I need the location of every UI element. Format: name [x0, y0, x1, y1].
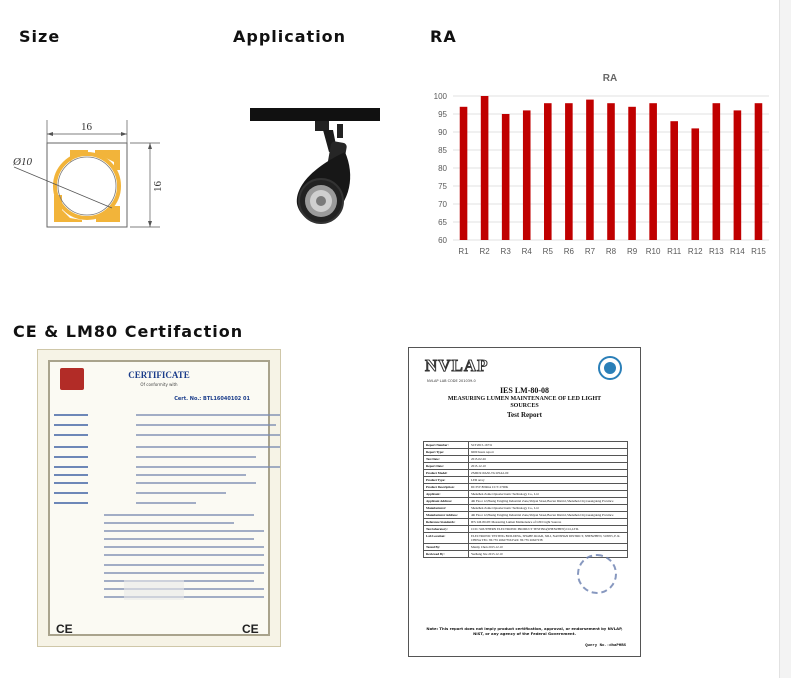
y-tick-label: 90 — [438, 128, 447, 137]
ce-text-line — [136, 482, 256, 484]
ce-label-line — [54, 482, 88, 484]
table-row — [424, 498, 628, 505]
x-tick-label: R11 — [667, 247, 682, 256]
y-tick-label: 100 — [433, 92, 447, 101]
x-tick-label: R10 — [645, 247, 661, 256]
row-key: Report Number: — [424, 442, 469, 449]
table-row — [424, 512, 628, 519]
ce-label-line — [54, 456, 88, 458]
lm80-report-image — [408, 347, 641, 657]
row-value: ZMD1919A30-T6-W0A2-00 — [469, 470, 628, 477]
x-tick-label: R8 — [605, 247, 617, 256]
bar-r13 — [713, 103, 721, 240]
x-tick-label: R13 — [708, 247, 724, 256]
row-key: Reference Standards: — [424, 519, 469, 526]
row-value: CCIC SOUTHERN ELECTRONIC PRODUCT TESTING(SHENZHEN) CO.,LTD. — [469, 526, 628, 533]
x-tick-label: R14 — [730, 247, 745, 256]
heading-size: Size — [19, 27, 61, 46]
table-row — [424, 505, 628, 512]
x-tick-label: R5 — [542, 247, 553, 256]
y-tick-label: 85 — [438, 146, 447, 155]
chart-bars — [460, 96, 763, 240]
bar-r12 — [691, 128, 699, 240]
report-subtitle-2: SOURCES — [510, 403, 539, 409]
bar-r6 — [565, 103, 573, 240]
ce-certificate-image — [37, 349, 281, 647]
x-tick-label: R1 — [458, 247, 469, 256]
bar-r2 — [481, 96, 489, 240]
row-value: Shenzhen Zome Optoelectronic Technology Co., Ltd — [469, 491, 628, 498]
chart-title: RA — [602, 73, 618, 84]
ce-text-line — [104, 514, 254, 516]
x-tick-label: R7 — [584, 247, 596, 256]
y-tick-label: 80 — [438, 164, 447, 173]
ce-certificate-subtitle: Of conformity with — [140, 382, 178, 387]
report-standard: IES LM-80-08 — [499, 386, 550, 395]
row-value: 4th Floor 12,Huang Fengling Industrial Zone,Shiyan Street,Bao'an District,Shenzhen City,Guangdong Province — [469, 498, 628, 505]
nvlap-logo: NVLAP — [425, 356, 489, 375]
row-key: Test laboratory: — [424, 526, 469, 533]
table-row — [424, 519, 628, 526]
row-key: Manufacturer Address: — [424, 512, 469, 519]
row-key: Manufacturer: — [424, 505, 469, 512]
bar-r5 — [544, 103, 552, 240]
y-tick-label: 60 — [438, 236, 447, 245]
x-tick-label: R9 — [626, 247, 638, 256]
heading-ra: RA — [430, 27, 457, 46]
vertical-scrollbar[interactable] — [779, 0, 791, 678]
bar-r9 — [628, 107, 636, 240]
ce-text-line — [136, 492, 226, 494]
row-key: Applicant: — [424, 491, 469, 498]
report-subtitle-1: MEASURING LUMEN MAINTENANCE OF LED LIGHT — [447, 396, 602, 402]
ce-certificate-frame — [48, 360, 270, 636]
ce-text-line — [136, 446, 281, 448]
ce-certificate-stamp — [124, 580, 184, 600]
report-note: Note: This report does not imply product certification, approval, or endorsement by NVLAP, NIST, or any agency of the Federal Government. — [426, 626, 623, 636]
ce-text-line — [136, 502, 196, 504]
row-key: Product Description: — [424, 484, 469, 491]
ce-text-line — [136, 466, 281, 468]
report-query-number: Query No.:dhaPHBS — [585, 644, 626, 648]
ce-label-line — [54, 474, 88, 476]
row-value: DC35V 800mA CCT: 2700K — [469, 484, 628, 491]
table-row — [424, 456, 628, 463]
row-key: Report Date: — [424, 463, 469, 470]
ce-text-line — [136, 434, 281, 436]
row-value: 6000 hours report — [469, 449, 628, 456]
ce-mark-left: CE — [56, 622, 73, 636]
heading-application: Application — [233, 27, 347, 46]
report-table — [423, 441, 628, 558]
width-label: 16 — [81, 121, 92, 133]
ce-text-line — [136, 456, 256, 458]
ce-text-line — [136, 414, 281, 416]
ce-text-line — [104, 530, 264, 532]
bar-r15 — [755, 103, 763, 240]
row-value: 2015-02-26 — [469, 456, 628, 463]
ce-text-line — [104, 554, 264, 556]
ce-text-line — [104, 522, 234, 524]
row-value: Manny Chen 2015.12.10 — [469, 544, 628, 551]
table-row — [424, 442, 628, 449]
ce-text-line — [136, 474, 246, 476]
bar-r10 — [649, 103, 657, 240]
ce-label-line — [54, 424, 88, 426]
row-key: Report Type: — [424, 449, 469, 456]
row-key: Lab Location: — [424, 533, 469, 544]
row-value: Yezhang Xie 2015.12.10 — [469, 551, 628, 558]
x-tick-label: R2 — [479, 247, 490, 256]
row-value: ELECTRONIC TESTING BUILDING, SHAHE ROAD, XILI, NANSHAN DISTRICT, SHENZHEN, 518055, P. R. CHINA TEL: 86 755 26627356 FAX: 86 755 26627238 — [469, 533, 628, 544]
row-value: SCT2015-16731 — [469, 442, 628, 449]
row-key: Applicant Address: — [424, 498, 469, 505]
row-key: Reviewed By: — [424, 551, 469, 558]
chart-y-axis — [434, 92, 448, 245]
table-row — [424, 484, 628, 491]
ce-label-line — [54, 434, 88, 436]
ra-chart — [425, 62, 775, 262]
ccic-stamp — [577, 554, 617, 594]
row-value: 4th Floor 12,Huang Fengling Industrial Zone,Shiyan Street,Bao'an District,Shenzhen City,Guangdong Province — [469, 512, 628, 519]
ccic-seal-icon — [598, 356, 622, 380]
row-key: Product Type: — [424, 477, 469, 484]
chart-x-axis — [458, 247, 766, 256]
table-row — [424, 449, 628, 456]
bar-r8 — [607, 103, 615, 240]
row-value: LED array — [469, 477, 628, 484]
table-row — [424, 491, 628, 498]
ce-label-line — [54, 446, 88, 448]
table-row — [424, 463, 628, 470]
bar-r1 — [460, 107, 468, 240]
row-key: Test Date: — [424, 456, 469, 463]
lab-code: NVLAP LAB CODE 201039-0 — [427, 379, 476, 383]
ce-label-line — [54, 492, 88, 494]
y-tick-label: 95 — [438, 110, 447, 119]
track-light-image — [245, 100, 385, 250]
ce-text-line — [104, 538, 254, 540]
ce-certificate-title: CERTIFICATE — [128, 370, 190, 380]
table-row — [424, 477, 628, 484]
bar-r14 — [734, 110, 742, 240]
heading-certification: CE & LM80 Certifaction — [13, 322, 244, 341]
report-title: Test Report — [507, 411, 542, 419]
ce-label-line — [54, 466, 88, 468]
x-tick-label: R4 — [521, 247, 532, 256]
bar-r4 — [523, 110, 531, 240]
row-key: Product Model: — [424, 470, 469, 477]
row-value: Shenzhen Zome Optoelectronic Technology Co., Ltd — [469, 505, 628, 512]
row-key: Tested By: — [424, 544, 469, 551]
ce-certificate-number: Cert. No.: BTL16040102 01 — [174, 396, 250, 402]
y-tick-label: 65 — [438, 218, 447, 227]
table-row — [424, 470, 628, 477]
table-row — [424, 533, 628, 544]
bar-r11 — [670, 121, 678, 240]
x-tick-label: R3 — [500, 247, 511, 256]
diameter-label: Ø10 — [13, 156, 32, 168]
ce-label-line — [54, 502, 88, 504]
y-tick-label: 75 — [438, 182, 447, 191]
y-tick-label: 70 — [438, 200, 447, 209]
height-label: 16 — [152, 181, 164, 192]
table-row — [424, 526, 628, 533]
ce-text-line — [136, 424, 276, 426]
bar-r7 — [586, 100, 594, 240]
row-value: IES LM-80-08: Measuring Lumen Maintenance of LED Light Sources — [469, 519, 628, 526]
bar-r3 — [502, 114, 510, 240]
x-tick-label: R15 — [751, 247, 766, 256]
x-tick-label: R6 — [563, 247, 574, 256]
table-row — [424, 544, 628, 551]
ce-label-line — [54, 414, 88, 416]
x-tick-label: R12 — [687, 247, 703, 256]
ce-text-line — [104, 564, 264, 566]
ce-text-line — [104, 572, 264, 574]
ce-text-line — [104, 546, 264, 548]
ce-mark-right: CE — [242, 622, 259, 636]
row-value: 2015-12-10 — [469, 463, 628, 470]
size-drawing — [10, 110, 180, 250]
